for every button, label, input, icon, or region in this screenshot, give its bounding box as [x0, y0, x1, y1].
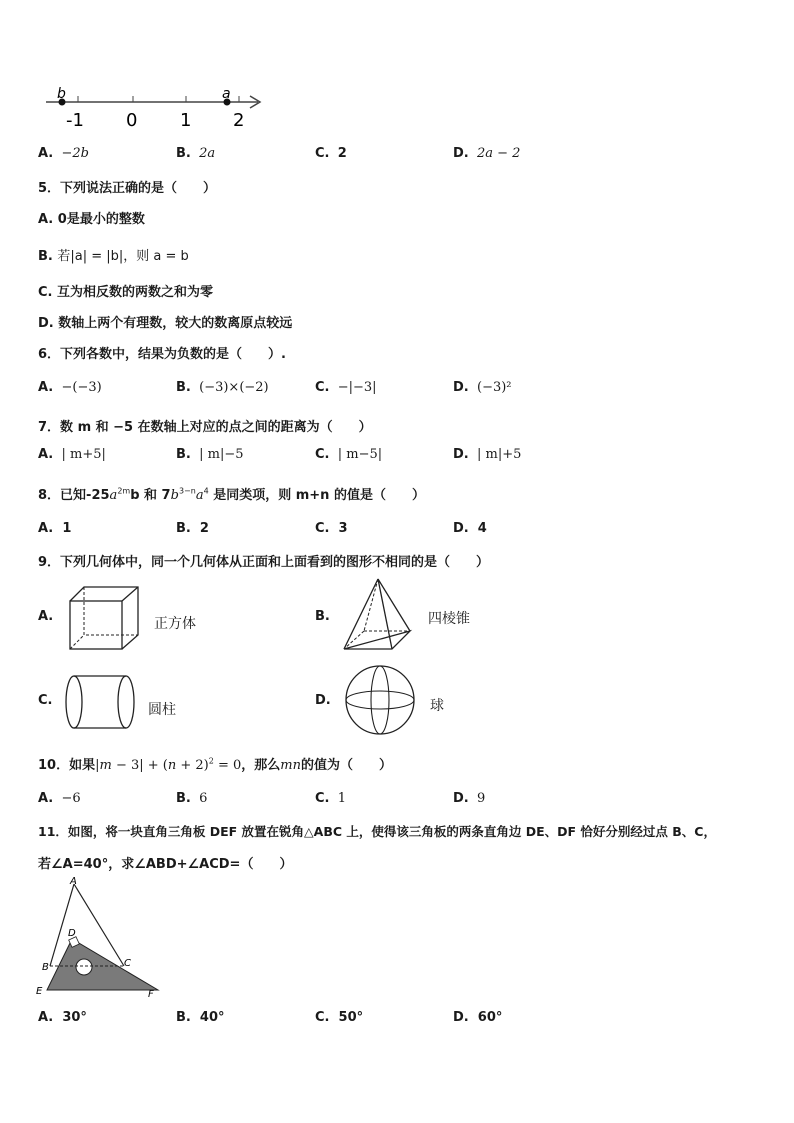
svg-text:F: F	[148, 989, 154, 1000]
pyramid-figure	[340, 575, 420, 655]
triangle-figure	[34, 874, 164, 1004]
svg-text:0: 0	[126, 110, 138, 131]
q11-option-b: B. 40°	[176, 1010, 225, 1025]
q10-stem: 10．如果$|m - 3| + (n + 2)^2 = 0$，那么mn的值为（ ）	[38, 756, 392, 773]
q5-option-c: C. 互为相反数的两数之和为零	[38, 285, 214, 300]
svg-text:E: E	[36, 986, 43, 997]
q11-option-c: C. 50°	[315, 1010, 364, 1025]
q7-option-d: D. | m|+5	[453, 447, 522, 462]
q4-option-a: A. −2b	[38, 146, 90, 161]
svg-text:b: b	[57, 86, 66, 102]
q9-caption-c: 圆柱	[148, 702, 176, 718]
q9-caption-d: 球	[430, 698, 444, 714]
q11-option-d: D. 60°	[453, 1010, 503, 1025]
svg-text:2: 2	[233, 110, 245, 131]
q4-option-c: C. 2	[315, 146, 347, 161]
sphere-figure	[342, 662, 418, 738]
number-line-figure	[40, 82, 270, 132]
q10-option-b: B. 6	[176, 791, 208, 806]
svg-text:A: A	[70, 876, 77, 887]
q8-option-c: C. 3	[315, 521, 348, 536]
q7-option-a: A. | m+5|	[38, 447, 106, 462]
svg-text:1: 1	[180, 110, 192, 131]
q9-stem: 9．下列几何体中，同一个几何体从正面和上面看到的图形不相同的是（ ）	[38, 555, 490, 570]
q5-stem: 5．下列说法正确的是（ ）	[38, 181, 217, 196]
q8-stem: 8．已知$-25a^{2m}b$ 和 $7b^{3-n}a^4$ 是同类项，则 m+n 的值是（ ）	[38, 486, 425, 503]
q4-option-b: B. 2a	[176, 146, 216, 161]
q8-option-d: D. 4	[453, 521, 487, 536]
q6-stem: 6．下列各数中，结果为负数的是（ ）.	[38, 347, 286, 362]
cube-figure	[64, 583, 144, 653]
q6-option-a: A. −(−3)	[38, 380, 102, 395]
q8-option-a: A. 1	[38, 521, 72, 536]
q5-option-b: B. 若|a| = |b|，则 a = b	[38, 249, 189, 264]
svg-text:D: D	[68, 928, 76, 939]
q9-option-d-letter: D.	[315, 693, 331, 708]
q9-option-c-letter: C.	[38, 693, 53, 708]
q6-option-d: D. (−3)²	[453, 380, 512, 395]
q6-option-c: C. −|−3|	[315, 380, 377, 395]
q11-stem-line1: 11．如图，将一块直角三角板 DEF 放置在锐角△ABC 上，使得该三角板的两条直角边 DE、DF 恰好分别经过点 B、C，	[38, 824, 716, 839]
q6-option-b: B. (−3)×(−2)	[176, 380, 269, 395]
q11-stem-line2: 若∠A=40°，求∠ABD+∠ACD=（ ）	[38, 857, 293, 872]
q11-option-a: A. 30°	[38, 1010, 87, 1025]
svg-text:a: a	[222, 86, 231, 102]
q10-option-d: D. 9	[453, 791, 486, 806]
q4-option-d: D. 2a − 2	[453, 146, 521, 161]
q9-caption-a: 正方体	[154, 616, 196, 632]
q7-stem: 7．数 m 和 −5 在数轴上对应的点之间的距离为（ ）	[38, 420, 372, 435]
q10-option-a: A. −6	[38, 791, 81, 806]
q9-caption-b: 四棱锥	[428, 611, 470, 627]
q5-option-a: A. 0是最小的整数	[38, 212, 145, 227]
q9-option-b-letter: B.	[315, 609, 330, 624]
q7-option-b: B. | m|−5	[176, 447, 244, 462]
q5-option-d: D. 数轴上两个有理数，较大的数离原点较远	[38, 316, 293, 331]
q7-option-c: C. | m−5|	[315, 447, 383, 462]
q8-option-b: B. 2	[176, 521, 209, 536]
svg-text:-1: -1	[66, 110, 84, 131]
q9-option-a-letter: A.	[38, 609, 54, 624]
cylinder-figure	[62, 672, 142, 732]
svg-text:C: C	[124, 958, 131, 969]
svg-text:B: B	[42, 962, 49, 973]
q10-option-c: C. 1	[315, 791, 347, 806]
